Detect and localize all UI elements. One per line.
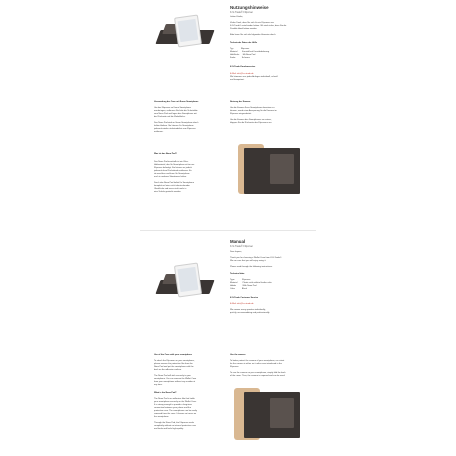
page-title: Nutzungshinweise xyxy=(230,5,269,10)
service-heading: K-S-Trade Kundenservice xyxy=(230,66,256,68)
service-line: Wir kümmern uns jedes Anliegen individuell, schnell xyxy=(230,76,278,78)
camera-line: for the camera is either as it rather was introduced in the xyxy=(230,363,282,365)
intro-line: We are sure that you will enjoy using it. xyxy=(230,260,266,262)
nano-line: eine Schale gesteckt werden. xyxy=(154,191,182,193)
service-email[interactable]: E-Mail: info@k-s-trade.de xyxy=(230,73,254,75)
tech-row: Color Black xyxy=(230,288,247,290)
nano-line: completely without an internal protective case xyxy=(154,425,196,427)
nano-line: protective case. The smartphone can be easily xyxy=(154,410,197,412)
intro-line: Please read through the following instructions. xyxy=(230,266,273,268)
nano-line: It is strong enough to provide a long-term xyxy=(154,404,192,406)
manual-page-english xyxy=(148,236,308,454)
camera-line: Flipcover. xyxy=(230,366,239,368)
product-photo-top xyxy=(154,12,216,52)
camera-line: To better protect the camera of your smartphone, no cutout xyxy=(230,360,285,362)
camera-line: To use the camera on your smartphone, simply fold the back xyxy=(230,372,286,374)
usage-line: back on the adhesive surface. xyxy=(154,369,182,371)
nano-line: removed from the case. It leaves no traces on xyxy=(154,413,197,415)
service-line: quickly, accommodating and professionally. xyxy=(230,312,270,314)
intro-line: Thank you for choosing a Wallet Case from K-S-Trade®. xyxy=(230,257,282,259)
usage-line: Das Nano Pad wird an Ihrem Smartphone durch xyxy=(154,122,199,124)
service-line: und kompetent. xyxy=(230,79,245,81)
usage-line: any time. xyxy=(154,384,163,386)
intro-line: K-S-Trade® entschieden haben. Wir sind sicher, dass Sie die xyxy=(230,25,287,27)
usage-line: Um das Flipcover an Ihrem Smartphone xyxy=(154,107,191,109)
nano-line: Das Nano Pad innerhalb ist ein Ultra- xyxy=(154,161,189,163)
nano-line: your smartphone securely on the Wallet Case. xyxy=(154,401,197,403)
tech-row: Haltfläche Mit Nano Pad xyxy=(230,54,256,56)
nano-heading: What is the Nano Pad? xyxy=(154,392,177,394)
nano-line: connection between your phone and the xyxy=(154,407,191,409)
usage-line: vom Nano Pad und legen das Smartphone mit xyxy=(154,113,197,115)
nano-heading: Was ist das Nano Pad? xyxy=(154,153,177,155)
usage-line: To attach the Flipcover on your smartphone, xyxy=(154,360,195,362)
camera-line: Flipcover eingearbeitet. xyxy=(230,113,252,115)
nano-line: Oberfläche und muss nicht mehr in xyxy=(154,188,187,190)
nano-line: jederzeit ohne Rückstände entfernen. Es xyxy=(154,170,192,172)
usage-heading: Use of the Case with your smartphone xyxy=(154,354,192,356)
nano-line: The Nano Pad is an adhesive film that holds xyxy=(154,398,195,400)
intro-line: Bitte lesen Sie sich die folgenden Hinweise durch. xyxy=(230,34,276,36)
nano-line: komplett auf einer nicht abrutschenden xyxy=(154,185,190,187)
usage-line: from your smartphone without any residue at xyxy=(154,381,196,383)
manual-page-german xyxy=(148,2,308,224)
tech-heading: Technische Daten der Hülle xyxy=(230,42,258,44)
intro-line: Dear buyers, xyxy=(230,251,242,253)
service-line: We answer every question individually, xyxy=(230,309,266,311)
usage-line: entfernen. xyxy=(154,131,164,133)
camera-line: können, wurde eine Aussparung für die Kamera im xyxy=(230,110,277,112)
tech-row: Type Flipcover xyxy=(230,279,251,281)
product-photo-camera xyxy=(230,142,304,200)
nano-line: Through the Nano Pad, the Flipcover works xyxy=(154,422,195,424)
page-separator xyxy=(140,230,316,231)
camera-line: klappen Sie die Rückseite des Flipcovers um. xyxy=(230,122,272,124)
intro-line: Lieber Käufer, xyxy=(230,16,243,18)
tech-row: Farbe Schwarz xyxy=(230,57,250,59)
camera-line: Um die Kamera des Smartphones zu nutzen, xyxy=(230,119,272,121)
usage-line: der Rückseite auf die Klebefläche. xyxy=(154,116,186,118)
usage-line: please remove the protective film from the xyxy=(154,363,193,365)
usage-line: anzubringen, entfernen Sie bitte die Schutzfolie xyxy=(154,110,198,112)
nano-line: Haftmaterial, das Ihr Smartphone sicher am xyxy=(154,164,195,166)
camera-line: Um die Kamera Ihres Smartphones benutzen zu xyxy=(230,107,275,109)
nano-line: and looks and feels high-quality. xyxy=(154,428,184,430)
camera-line: of the cover. Thus, the camera is exposed and can be used. xyxy=(230,375,286,377)
nano-line: ist waschbar und kann Ihr Smartphone xyxy=(154,173,190,175)
usage-line: The Nano Pad will stick securely to your xyxy=(154,375,191,377)
tech-row: Material Plastic with artificial leather skin xyxy=(230,282,272,284)
usage-heading: Verwendung der Case mit Ihrem Smartphone xyxy=(154,101,199,103)
intro-line: Produkt-Hand haben werden. xyxy=(230,28,258,30)
nano-line: auch in anderen Situationen halten. xyxy=(154,176,187,178)
usage-line: jederzeit wieder rückstandsfrei vom Flipcover xyxy=(154,128,196,130)
usage-line: haften bleiben. Sie können Ihr Smartphone xyxy=(154,125,194,127)
tech-row: Holder With Nano Pad xyxy=(230,285,257,287)
tech-heading: Technical data xyxy=(230,273,245,275)
usage-line: smartphone. You can remove the Wallet Case xyxy=(154,378,197,380)
page-subtitle: K-S-Trade® Flipcover xyxy=(230,11,254,14)
service-heading: K-S-Trade Customer Service xyxy=(230,297,259,299)
intro-line: Vielen Dank, dass Sie sich für ein Flipcover von xyxy=(230,22,274,24)
tech-row: Typ Flipcover xyxy=(230,48,250,50)
camera-heading: Nutzung der Kamera xyxy=(230,101,251,103)
service-email[interactable]: E-Mail: info@k-s-trade.de xyxy=(230,303,254,305)
tech-row: Material Kunstoff mit Kunstlederbezug xyxy=(230,51,270,53)
page-subtitle: K-S-Trade® Flipcover xyxy=(230,245,254,248)
nano-line: the smartphone. xyxy=(154,416,170,418)
product-photo-camera xyxy=(230,384,304,444)
usage-line: Nano Pad and put the smartphone with the xyxy=(154,366,194,368)
page-title: Manual xyxy=(230,239,246,244)
camera-heading: Use the camera xyxy=(230,354,246,356)
nano-line: Flipcover befestigt. Sie können es jedoch xyxy=(154,167,192,169)
product-photo-top xyxy=(154,258,216,302)
nano-line: Durch das Nano Pad haftet Ihr Smartphone xyxy=(154,182,194,184)
